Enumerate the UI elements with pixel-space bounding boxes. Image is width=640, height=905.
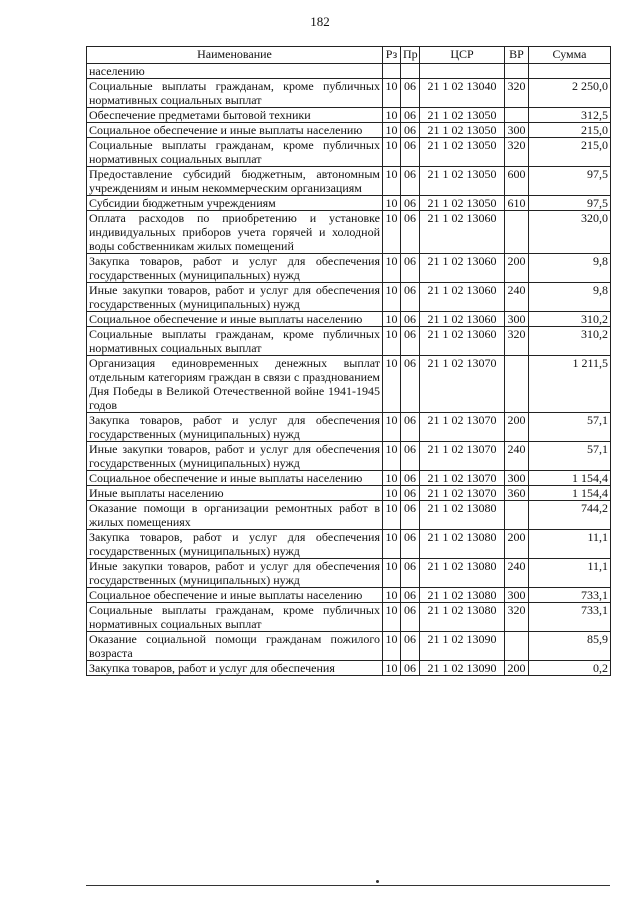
cell-rz: 10	[383, 661, 401, 676]
header-sum: Сумма	[529, 47, 611, 64]
table-row	[87, 471, 611, 486]
cell-csr: 21 1 02 13080	[420, 559, 505, 588]
cell-name: Социальное обеспечение и иные выплаты населению	[87, 312, 383, 327]
cell-rz: 10	[383, 123, 401, 138]
table-row	[87, 530, 611, 559]
cell-rz: 10	[383, 167, 401, 196]
cell-sum: 310,2	[529, 327, 611, 356]
cell-rz: 10	[383, 413, 401, 442]
cell-vr: 360	[505, 486, 529, 501]
cell-csr: 21 1 02 13090	[420, 661, 505, 676]
cell-vr: 200	[505, 254, 529, 283]
cell-rz: 10	[383, 327, 401, 356]
cell-name: Закупка товаров, работ и услуг для обеспечения государственных (муниципальных) нужд	[87, 530, 383, 559]
cell-name: Закупка товаров, работ и услуг для обеспечения	[87, 661, 383, 676]
cell-sum: 9,8	[529, 283, 611, 312]
cell-csr: 21 1 02 13050	[420, 167, 505, 196]
cell-name: Социальные выплаты гражданам, кроме публичных нормативных социальных выплат	[87, 138, 383, 167]
cell-csr: 21 1 02 13060	[420, 283, 505, 312]
cell-rz: 10	[383, 254, 401, 283]
cell-rz: 10	[383, 312, 401, 327]
cell-csr: 21 1 02 13080	[420, 588, 505, 603]
cell-pr: 06	[401, 632, 420, 661]
header-csr: ЦСР	[420, 47, 505, 64]
cell-sum: 1 211,5	[529, 356, 611, 413]
cell-csr: 21 1 02 13070	[420, 413, 505, 442]
cell-vr: 240	[505, 442, 529, 471]
cell-pr: 06	[401, 123, 420, 138]
table-row	[87, 64, 611, 79]
table-row	[87, 327, 611, 356]
cell-pr: 06	[401, 283, 420, 312]
cell-name: Социальное обеспечение и иные выплаты населению	[87, 471, 383, 486]
cell-pr: 06	[401, 327, 420, 356]
cell-name: Социальные выплаты гражданам, кроме публичных нормативных социальных выплат	[87, 603, 383, 632]
cell-sum: 9,8	[529, 254, 611, 283]
header-name: Наименование	[87, 47, 383, 64]
cell-name: Социальное обеспечение и иные выплаты населению	[87, 588, 383, 603]
table-row	[87, 501, 611, 530]
cell-rz: 10	[383, 211, 401, 254]
table-header-row	[87, 47, 611, 64]
cell-csr: 21 1 02 13050	[420, 138, 505, 167]
cell-name: Иные закупки товаров, работ и услуг для обеспечения государственных (муниципальных) нужд	[87, 442, 383, 471]
cell-rz: 10	[383, 442, 401, 471]
cell-name: Социальные выплаты гражданам, кроме публичных нормативных социальных выплат	[87, 79, 383, 108]
cell-vr: 300	[505, 123, 529, 138]
cell-sum: 733,1	[529, 588, 611, 603]
cell-rz: 10	[383, 530, 401, 559]
cell-csr: 21 1 02 13060	[420, 211, 505, 254]
cell-pr: 06	[401, 501, 420, 530]
cell-vr	[505, 64, 529, 79]
table-row	[87, 356, 611, 413]
cell-csr: 21 1 02 13050	[420, 196, 505, 211]
table-row	[87, 138, 611, 167]
cell-vr: 240	[505, 559, 529, 588]
cell-vr: 320	[505, 138, 529, 167]
table-row	[87, 211, 611, 254]
cell-rz	[383, 64, 401, 79]
cell-vr	[505, 632, 529, 661]
table-row	[87, 123, 611, 138]
table-row	[87, 442, 611, 471]
cell-rz: 10	[383, 588, 401, 603]
cell-name: Оказание социальной помощи гражданам пожилого возраста	[87, 632, 383, 661]
cell-csr: 21 1 02 13080	[420, 530, 505, 559]
cell-vr	[505, 356, 529, 413]
header-vr: ВР	[505, 47, 529, 64]
table-row	[87, 108, 611, 123]
cell-vr: 300	[505, 471, 529, 486]
cell-csr: 21 1 02 13080	[420, 501, 505, 530]
cell-vr: 200	[505, 661, 529, 676]
table-row	[87, 79, 611, 108]
table-row	[87, 603, 611, 632]
cell-name: Обеспечение предметами бытовой техники	[87, 108, 383, 123]
cell-name: Иные выплаты населению	[87, 486, 383, 501]
header-pr: Пр	[401, 47, 420, 64]
cell-rz: 10	[383, 356, 401, 413]
cell-vr: 200	[505, 530, 529, 559]
cell-sum: 215,0	[529, 138, 611, 167]
table-row	[87, 559, 611, 588]
cell-name: Оказание помощи в организации ремонтных работ в жилых помещениях	[87, 501, 383, 530]
cell-sum: 11,1	[529, 559, 611, 588]
table-row	[87, 196, 611, 211]
budget-table	[86, 46, 611, 676]
cell-sum: 744,2	[529, 501, 611, 530]
cell-pr: 06	[401, 167, 420, 196]
cell-vr: 320	[505, 327, 529, 356]
cell-name: Закупка товаров, работ и услуг для обеспечения государственных (муниципальных) нужд	[87, 254, 383, 283]
cell-name: Иные закупки товаров, работ и услуг для обеспечения государственных (муниципальных) нужд	[87, 283, 383, 312]
cell-vr: 610	[505, 196, 529, 211]
cell-sum: 85,9	[529, 632, 611, 661]
cell-sum: 0,2	[529, 661, 611, 676]
cell-vr: 200	[505, 413, 529, 442]
cell-sum: 310,2	[529, 312, 611, 327]
table-row	[87, 661, 611, 676]
table-row	[87, 283, 611, 312]
cell-name: Организация единовременных денежных выплат отдельным категориям граждан в связи с празднованием Дня Победы в Великой Отечественной войне 1941-1945 годов	[87, 356, 383, 413]
table-row	[87, 413, 611, 442]
cell-rz: 10	[383, 632, 401, 661]
cell-name: Социальное обеспечение и иные выплаты населению	[87, 123, 383, 138]
cell-pr: 06	[401, 79, 420, 108]
cell-sum: 2 250,0	[529, 79, 611, 108]
cell-vr	[505, 108, 529, 123]
cell-sum: 97,5	[529, 196, 611, 211]
scan-dot	[376, 880, 379, 883]
cell-rz: 10	[383, 79, 401, 108]
table-body	[87, 64, 611, 676]
cell-vr: 320	[505, 79, 529, 108]
cell-vr: 320	[505, 603, 529, 632]
cell-pr: 06	[401, 661, 420, 676]
cell-rz: 10	[383, 471, 401, 486]
cell-pr: 06	[401, 138, 420, 167]
cell-rz: 10	[383, 486, 401, 501]
cell-vr: 300	[505, 312, 529, 327]
cell-sum: 215,0	[529, 123, 611, 138]
cell-rz: 10	[383, 138, 401, 167]
cell-csr: 21 1 02 13070	[420, 356, 505, 413]
cell-pr: 06	[401, 559, 420, 588]
cell-name: Предоставление субсидий бюджетным, автономным учреждениям и иным некоммерческим организациям	[87, 167, 383, 196]
table-row	[87, 312, 611, 327]
cell-sum: 11,1	[529, 530, 611, 559]
cell-rz: 10	[383, 559, 401, 588]
cell-pr: 06	[401, 442, 420, 471]
cell-vr	[505, 211, 529, 254]
cell-name: населению	[87, 64, 383, 79]
cell-pr: 06	[401, 196, 420, 211]
cell-pr: 06	[401, 211, 420, 254]
cell-sum	[529, 64, 611, 79]
cell-sum: 1 154,4	[529, 486, 611, 501]
cell-csr	[420, 64, 505, 79]
cell-sum: 320,0	[529, 211, 611, 254]
cell-pr: 06	[401, 471, 420, 486]
cell-csr: 21 1 02 13060	[420, 327, 505, 356]
cell-pr: 06	[401, 413, 420, 442]
cell-csr: 21 1 02 13060	[420, 312, 505, 327]
cell-vr: 600	[505, 167, 529, 196]
cell-pr: 06	[401, 603, 420, 632]
cell-csr: 21 1 02 13070	[420, 442, 505, 471]
cell-sum: 57,1	[529, 413, 611, 442]
cell-pr: 06	[401, 588, 420, 603]
table-row	[87, 486, 611, 501]
cell-csr: 21 1 02 13040	[420, 79, 505, 108]
cell-csr: 21 1 02 13070	[420, 471, 505, 486]
cell-pr: 06	[401, 486, 420, 501]
cell-pr: 06	[401, 356, 420, 413]
cell-sum: 57,1	[529, 442, 611, 471]
cell-rz: 10	[383, 501, 401, 530]
footer-divider	[86, 885, 610, 886]
cell-sum: 97,5	[529, 167, 611, 196]
cell-rz: 10	[383, 283, 401, 312]
page-number: 182	[310, 14, 330, 29]
cell-vr: 240	[505, 283, 529, 312]
cell-csr: 21 1 02 13080	[420, 603, 505, 632]
cell-rz: 10	[383, 603, 401, 632]
cell-csr: 21 1 02 13090	[420, 632, 505, 661]
cell-name: Закупка товаров, работ и услуг для обеспечения государственных (муниципальных) нужд	[87, 413, 383, 442]
cell-rz: 10	[383, 196, 401, 211]
cell-pr: 06	[401, 254, 420, 283]
table-row	[87, 588, 611, 603]
table-row	[87, 632, 611, 661]
cell-csr: 21 1 02 13050	[420, 123, 505, 138]
cell-sum: 1 154,4	[529, 471, 611, 486]
cell-vr	[505, 501, 529, 530]
cell-sum: 312,5	[529, 108, 611, 123]
cell-name: Иные закупки товаров, работ и услуг для обеспечения государственных (муниципальных) нужд	[87, 559, 383, 588]
cell-rz: 10	[383, 108, 401, 123]
cell-name: Оплата расходов по приобретению и установке индивидуальных приборов учета горячей и холодной воды собственникам жилых помещений	[87, 211, 383, 254]
cell-sum: 733,1	[529, 603, 611, 632]
cell-name: Социальные выплаты гражданам, кроме публичных нормативных социальных выплат	[87, 327, 383, 356]
cell-pr	[401, 64, 420, 79]
cell-pr: 06	[401, 312, 420, 327]
cell-name: Субсидии бюджетным учреждениям	[87, 196, 383, 211]
cell-vr: 300	[505, 588, 529, 603]
table-row	[87, 254, 611, 283]
table-row	[87, 167, 611, 196]
cell-pr: 06	[401, 108, 420, 123]
cell-pr: 06	[401, 530, 420, 559]
header-rz: Рз	[383, 47, 401, 64]
cell-csr: 21 1 02 13060	[420, 254, 505, 283]
cell-csr: 21 1 02 13050	[420, 108, 505, 123]
cell-csr: 21 1 02 13070	[420, 486, 505, 501]
